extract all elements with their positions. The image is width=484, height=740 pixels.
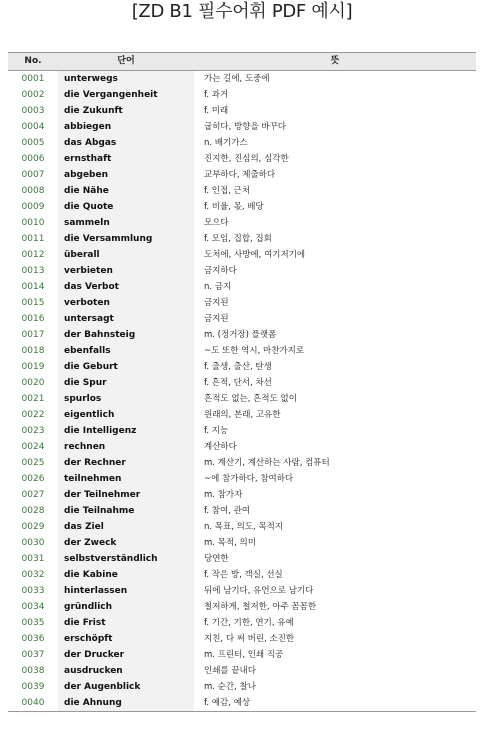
row-number: 0027: [21, 490, 45, 500]
row-number: 0028: [21, 506, 45, 516]
row-meaning: 교부하다, 제출하다: [204, 170, 276, 180]
row-word: die Geburt: [58, 359, 194, 375]
row-meaning: f. 출생, 출산, 탄생: [204, 362, 272, 372]
row-word: gründlich: [58, 599, 194, 615]
row-number: 0015: [21, 298, 45, 308]
table-row: [8, 407, 476, 423]
row-meaning: f. 인접, 근처: [204, 186, 251, 196]
table-row: [8, 87, 476, 103]
row-meaning: n. 목표, 의도, 목적지: [204, 522, 284, 532]
row-word: die Kabine: [58, 567, 194, 583]
table-row: [8, 215, 476, 231]
table-row: [8, 295, 476, 311]
row-word: der Rechner: [58, 455, 194, 471]
row-word: die Zukunft: [58, 103, 194, 119]
table-row: [8, 103, 476, 119]
row-meaning: 굽히다, 방향을 바꾸다: [204, 122, 287, 132]
row-word: die Quote: [58, 199, 194, 215]
row-number: 0014: [21, 282, 45, 292]
row-meaning: f. 참여, 관여: [204, 506, 251, 516]
table-row: [8, 695, 476, 712]
row-word: die Nähe: [58, 183, 194, 199]
row-number: 0019: [21, 362, 45, 372]
row-number: 0039: [21, 682, 45, 692]
row-number: 0030: [21, 538, 45, 548]
row-meaning: 모으다: [204, 218, 229, 228]
table-body: [8, 71, 476, 712]
table-row: [8, 71, 476, 88]
row-number: 0011: [21, 234, 45, 244]
row-word: überall: [58, 247, 194, 263]
row-meaning: 지친, 다 써 버린, 소진한: [204, 634, 295, 644]
row-meaning: ~도 또한 역시, 마찬가지로: [204, 346, 305, 356]
row-word: die Ahnung: [58, 695, 194, 712]
row-number: 0002: [21, 90, 45, 100]
row-word: verbieten: [58, 263, 194, 279]
row-meaning: 인쇄를 끝내다: [204, 666, 256, 676]
table-row: [8, 247, 476, 263]
header-no: No.: [24, 56, 42, 66]
table-row: [8, 535, 476, 551]
row-word: der Teilnehmer: [58, 487, 194, 503]
row-number: 0013: [21, 266, 45, 276]
row-meaning: n. 금지: [204, 282, 232, 292]
row-word: die Intelligenz: [58, 423, 194, 439]
row-word: verboten: [58, 295, 194, 311]
row-number: 0038: [21, 666, 45, 676]
row-word: das Verbot: [58, 279, 194, 295]
row-word: der Bahnsteig: [58, 327, 194, 343]
row-number: 0008: [21, 186, 45, 196]
table-row: [8, 455, 476, 471]
row-meaning: 가는 길에, 도중에: [204, 74, 270, 84]
row-number: 0004: [21, 122, 45, 132]
row-meaning: f. 미래: [204, 106, 229, 116]
row-number: 0034: [21, 602, 45, 612]
table-row: [8, 311, 476, 327]
row-meaning: f. 흔적, 단서, 차선: [204, 378, 272, 388]
table-row: [8, 183, 476, 199]
row-word: unterwegs: [58, 71, 194, 88]
row-meaning: 흔적도 없는, 흔적도 없이: [204, 394, 297, 404]
header-meaning: 뜻: [330, 56, 340, 66]
row-number: 0022: [21, 410, 45, 420]
row-number: 0024: [21, 442, 45, 452]
row-meaning: n. 배기가스: [204, 138, 248, 148]
table-row: [8, 615, 476, 631]
table-row: [8, 487, 476, 503]
row-word: sammeln: [58, 215, 194, 231]
row-meaning: m. 참가자: [204, 490, 243, 500]
row-number: 0035: [21, 618, 45, 628]
row-meaning: m. 프린터, 인쇄 직공: [204, 650, 284, 660]
table-row: [8, 551, 476, 567]
row-number: 0029: [21, 522, 45, 532]
row-number: 0036: [21, 634, 45, 644]
row-number: 0018: [21, 346, 45, 356]
row-meaning: 계산하다: [204, 442, 237, 452]
row-meaning: 금지된: [204, 314, 229, 324]
row-number: 0005: [21, 138, 45, 148]
table-row: [8, 167, 476, 183]
row-meaning: m. 목적, 의미: [204, 538, 256, 548]
row-word: die Teilnahme: [58, 503, 194, 519]
row-word: hinterlassen: [58, 583, 194, 599]
row-meaning: f. 작은 방, 객실, 선실: [204, 570, 283, 580]
row-meaning: 금지하다: [204, 266, 237, 276]
table-row: [8, 503, 476, 519]
table-row: [8, 423, 476, 439]
row-meaning: 금지된: [204, 298, 229, 308]
table-row: [8, 135, 476, 151]
row-meaning: m. 계산기, 계산하는 사람, 컴퓨터: [204, 458, 330, 468]
row-word: ebenfalls: [58, 343, 194, 359]
table-row: [8, 439, 476, 455]
row-word: teilnehmen: [58, 471, 194, 487]
table-row: [8, 567, 476, 583]
row-number: 0010: [21, 218, 45, 228]
table-row: [8, 151, 476, 167]
table-row: [8, 119, 476, 135]
row-number: 0012: [21, 250, 45, 260]
table-row: [8, 647, 476, 663]
row-word: der Zweck: [58, 535, 194, 551]
row-number: 0006: [21, 154, 45, 164]
row-word: untersagt: [58, 311, 194, 327]
row-word: erschöpft: [58, 631, 194, 647]
row-meaning: m. (정거장) 플랫폼: [204, 330, 277, 340]
row-number: 0007: [21, 170, 45, 180]
row-word: die Frist: [58, 615, 194, 631]
row-number: 0031: [21, 554, 45, 564]
row-word: ernsthaft: [58, 151, 194, 167]
table-row: [8, 519, 476, 535]
row-meaning: ~에 참가하다, 참여하다: [204, 474, 294, 484]
row-word: ausdrucken: [58, 663, 194, 679]
row-word: die Versammlung: [58, 231, 194, 247]
row-number: 0033: [21, 586, 45, 596]
row-meaning: f. 비율, 몫, 배당: [204, 202, 264, 212]
table-row: [8, 199, 476, 215]
row-meaning: 진지한, 진심의, 심각한: [204, 154, 289, 164]
row-word: eigentlich: [58, 407, 194, 423]
row-number: 0021: [21, 394, 45, 404]
row-word: das Ziel: [58, 519, 194, 535]
table-row: [8, 391, 476, 407]
table-row: [8, 263, 476, 279]
row-meaning: f. 모임, 집합, 집회: [204, 234, 272, 244]
row-word: das Abgas: [58, 135, 194, 151]
row-word: die Vergangenheit: [58, 87, 194, 103]
row-number: 0016: [21, 314, 45, 324]
row-number: 0020: [21, 378, 45, 388]
table-row: [8, 279, 476, 295]
row-number: 0017: [21, 330, 45, 340]
row-word: der Augenblick: [58, 679, 194, 695]
row-meaning: 원래의, 본래, 고유한: [204, 410, 281, 420]
row-meaning: f. 예감, 예상: [204, 698, 251, 708]
row-meaning: m. 순간, 찰나: [204, 682, 256, 692]
row-number: 0040: [21, 698, 45, 708]
page-title: [ZD B1 필수어휘 PDF 예시]: [131, 1, 353, 22]
row-number: 0009: [21, 202, 45, 212]
table-row: [8, 631, 476, 647]
row-word: selbstverständlich: [58, 551, 194, 567]
row-meaning: 뒤에 남기다, 유언으로 남기다: [204, 586, 314, 596]
table-row: [8, 327, 476, 343]
table-row: [8, 359, 476, 375]
row-meaning: f. 지능: [204, 426, 229, 436]
row-word: spurlos: [58, 391, 194, 407]
row-word: abbiegen: [58, 119, 194, 135]
row-word: rechnen: [58, 439, 194, 455]
row-meaning: 도처에, 사방에, 여기저기에: [204, 250, 306, 260]
row-meaning: f. 기간, 기한, 연기, 유예: [204, 618, 294, 628]
row-number: 0026: [21, 474, 45, 484]
row-number: 0003: [21, 106, 45, 116]
row-word: die Spur: [58, 375, 194, 391]
vocab-table: [8, 52, 476, 712]
row-meaning: 당연한: [204, 554, 229, 564]
header-word: 단어: [117, 56, 135, 66]
row-meaning: 철저하게, 철저한, 아주 꼼꼼한: [204, 602, 317, 612]
table-row: [8, 375, 476, 391]
table-header-row: [8, 53, 476, 71]
row-number: 0032: [21, 570, 45, 580]
row-number: 0037: [21, 650, 45, 660]
row-number: 0023: [21, 426, 45, 436]
table-row: [8, 599, 476, 615]
table-row: [8, 343, 476, 359]
row-number: 0001: [21, 74, 45, 84]
table-row: [8, 663, 476, 679]
table-row: [8, 583, 476, 599]
table-row: [8, 231, 476, 247]
table-row: [8, 471, 476, 487]
row-word: abgeben: [58, 167, 194, 183]
table-row: [8, 679, 476, 695]
row-number: 0025: [21, 458, 45, 468]
row-word: der Drucker: [58, 647, 194, 663]
row-meaning: f. 과거: [204, 90, 229, 100]
